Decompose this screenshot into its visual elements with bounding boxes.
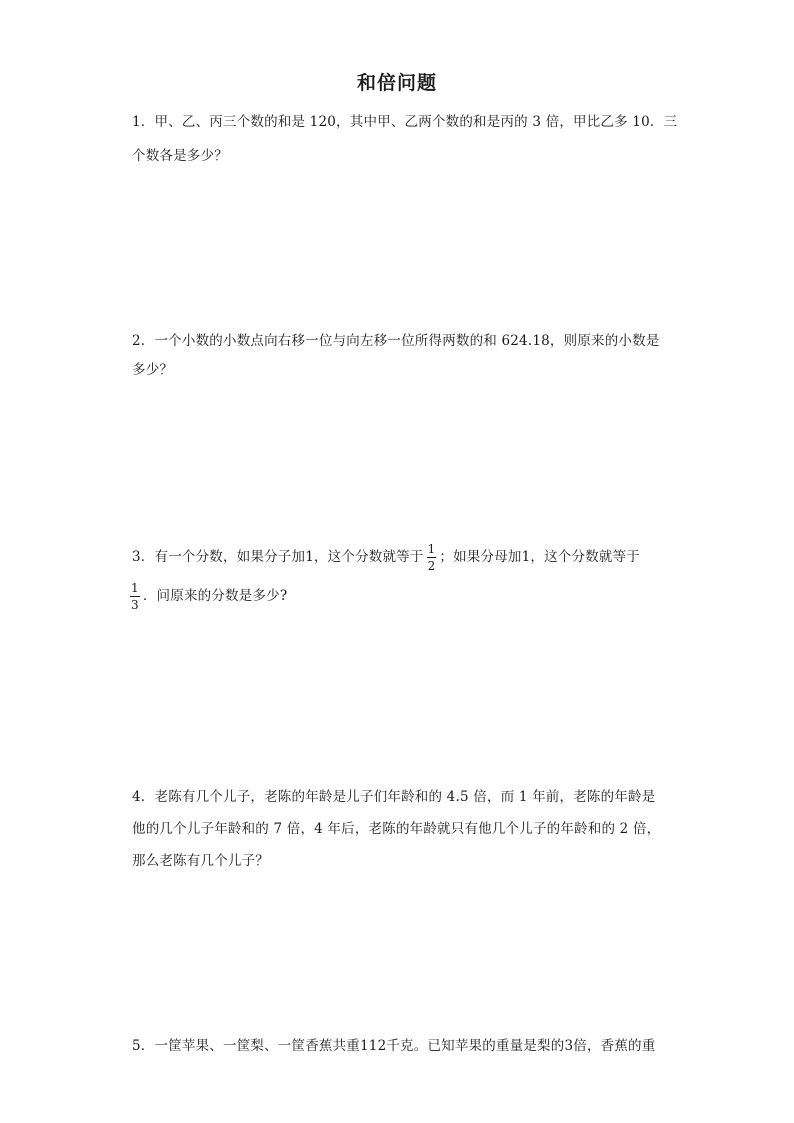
question-3-text-b: ；如果分母加1，这个分数就等于 xyxy=(439,549,641,565)
fraction-denominator: 3 xyxy=(131,598,139,612)
fraction-denominator: 2 xyxy=(427,559,436,573)
question-3-text-c: ．问原来的分数是多少? xyxy=(142,588,288,604)
question-4-line-1: 4．老陈有几个儿子，老陈的年龄是儿子们年龄和的 4.5 倍，而 1 年前，老陈的年龄是 xyxy=(132,789,656,805)
question-4-line-2: 他的几个儿子年龄和的 7 倍，4 年后，老陈的年龄就只有他几个儿子的年龄和的 2 倍， xyxy=(132,821,661,837)
question-2-line-2: 多少？ xyxy=(132,362,174,378)
question-1-line-2: 个数各是多少？ xyxy=(132,148,228,164)
fraction-one-third xyxy=(130,582,140,611)
question-2-line-1: 2．一个小数的小数点向右移一位与向左移一位所得两数的和 624.18，则原来的小数是 xyxy=(132,333,660,349)
fraction-numerator: 1 xyxy=(131,581,139,595)
fraction-numerator: 1 xyxy=(427,542,436,556)
question-3-text-a: 3．有一个分数，如果分子加1，这个分数就等于 xyxy=(132,549,424,565)
question-3-line-2 xyxy=(130,582,287,611)
fraction-one-half xyxy=(427,543,437,572)
question-3-line-1 xyxy=(132,543,640,572)
question-1-line-1: 1．甲、乙、丙三个数的和是 120，其中甲、乙两个数的和是丙的 3 倍，甲比乙多 10．三 xyxy=(132,114,678,130)
question-5-line-1: 5．一筐苹果、一筐梨、一筐香蕉共重112千克。已知苹果的重量是梨的3倍，香蕉的重 xyxy=(132,1038,656,1054)
question-4-line-3: 那么老陈有几个儿子？ xyxy=(132,853,269,869)
document-title: 和倍问题 xyxy=(356,72,437,94)
